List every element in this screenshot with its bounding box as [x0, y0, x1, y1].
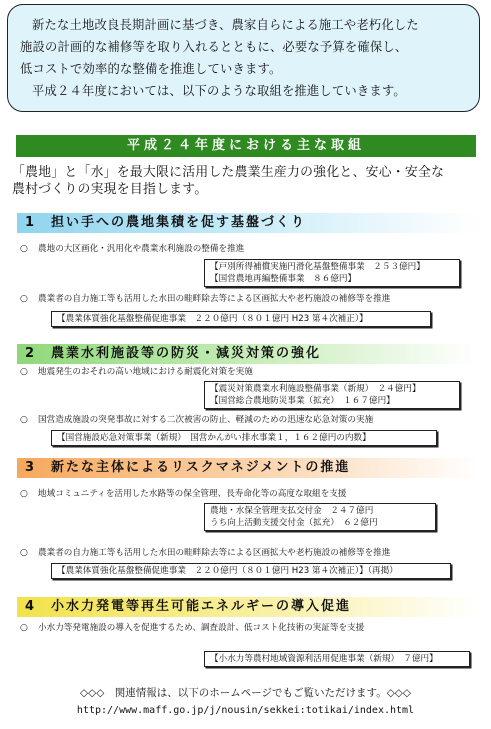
section-number: 3: [25, 460, 37, 475]
bullet-circle-icon: ○: [20, 623, 28, 633]
budget-line: 【国営施設応急対策事業（新規） 国営かんがい排水事業１，１６２億円の内数】: [57, 433, 371, 443]
bullet-circle-icon: ○: [20, 548, 28, 558]
section-heading-2: [17, 344, 477, 364]
intro-line: 低コストで効率的な整備を推進していきます。: [20, 62, 282, 76]
budget-box: [204, 381, 460, 409]
budget-box: [204, 503, 436, 531]
section-title: 小水力発電等再生可能エネルギーの導入促進: [51, 599, 352, 614]
budget-line: 【農業体質強化基盤整備促進事業 ２２０億円（８０１億円 H23 第４次補正）】: [57, 314, 368, 324]
list-item: [20, 366, 480, 378]
lead-text: [12, 164, 482, 198]
bullet-circle-icon: ○: [20, 244, 28, 254]
budget-box: [51, 430, 437, 446]
list-item: [20, 488, 480, 500]
item-text: 地域コミュニティを活用した水路等の保全管理、長寿命化等の高度な取組を支援: [38, 489, 347, 499]
section-title: 農業水利施設等の防災・減災対策の強化: [51, 346, 322, 361]
budget-line: 【農業体質強化基盤整備促進事業 ２２０億円（８０１億円 H23 第４次補正）】（再掲）: [57, 566, 398, 576]
section-number: 1: [25, 215, 37, 230]
bullet-circle-icon: ○: [20, 367, 28, 377]
section-title: 担い手への農地集積を促す基盤づくり: [51, 215, 307, 230]
budget-box: [204, 651, 470, 667]
section-title: 新たな主体によるリスクマネジメントの推進: [51, 460, 351, 475]
intro-box: [7, 4, 480, 112]
page-banner-title: 平成２４年度における主な取組: [16, 135, 476, 157]
budget-box: [51, 563, 451, 579]
item-text: 農業者の自力施工等も活用した水田の畦畔除去等による区画拡大や老朽施設の補修等を推進: [38, 548, 391, 558]
budget-box: [51, 311, 431, 327]
section-heading-1: [17, 213, 477, 233]
lead-line: 農村づくりの実現を目指します。: [12, 182, 208, 197]
item-text: 国営造成施設の突発事故に対する二次被害の防止、軽減のための迅速な応急対策の実施: [38, 415, 374, 425]
budget-line: 【小水力等農村地域資源利活用促進事業（新規） ７億円】: [210, 654, 438, 664]
footer-link[interactable]: http://www.maff.go.jp/j/nousin/sekkei:totikai/index.html: [76, 705, 415, 716]
list-item: [20, 622, 480, 634]
bullet-circle-icon: ○: [20, 415, 28, 425]
list-item: [20, 243, 480, 255]
list-item: [20, 293, 480, 305]
intro-line: 新たな土地改良長期計画に基づき、農家自らによる施工や老朽化した: [32, 18, 419, 32]
item-text: 地震発生のおそれの高い地域における耐震化対策を実施: [38, 367, 253, 377]
footer-note: ◇◇◇ 関連情報は、以下のホームページでもご覧いただけます。◇◇◇: [80, 687, 411, 699]
budget-line: うち向上活動支援交付金（拡充） ６２億円: [210, 518, 378, 528]
budget-line: 【国営総合農地防災事業（拡充） １６７億円】: [210, 396, 395, 406]
list-item: [20, 414, 480, 426]
item-text: 小水力等発電施設の導入を促進するため、調査設計、低コスト化技術の実証等を支援: [38, 623, 365, 633]
section-number: 2: [25, 346, 37, 361]
budget-line: 【震災対策農業水利施設整備事業（新規） ２４億円】: [210, 384, 421, 394]
budget-line: 農地・水保全管理支払交付金 ２４７億円: [210, 506, 374, 516]
section-number: 4: [25, 599, 37, 614]
list-item: [20, 547, 480, 559]
intro-line: 平成２４年度においては、以下のような取組を推進していきます。: [32, 84, 406, 98]
budget-line: 【国営農地再編整備事業 ８６億円】: [210, 274, 357, 284]
intro-line: 施設の計画的な補修等を取り入れるとともに、必要な予算を確保し、: [20, 40, 408, 54]
lead-line: 「農地」と「水」を最大限に活用した農業生産力の強化と、安心・安全な: [12, 165, 445, 180]
item-text: 農業者の自力施工等も活用した水田の畦畔除去等による区画拡大や老朽施設の補修等を推進: [38, 294, 391, 304]
item-text: 農地の大区画化・汎用化や農業水利施設の整備を推進: [38, 244, 245, 254]
bullet-circle-icon: ○: [20, 294, 28, 304]
budget-box: [204, 259, 460, 287]
budget-line: 【戸別所得補償実施円滑化基盤整備事業 ２５３億円】: [210, 262, 425, 272]
section-heading-4: [17, 597, 477, 617]
section-heading-3: [17, 458, 477, 478]
bullet-circle-icon: ○: [20, 489, 28, 499]
